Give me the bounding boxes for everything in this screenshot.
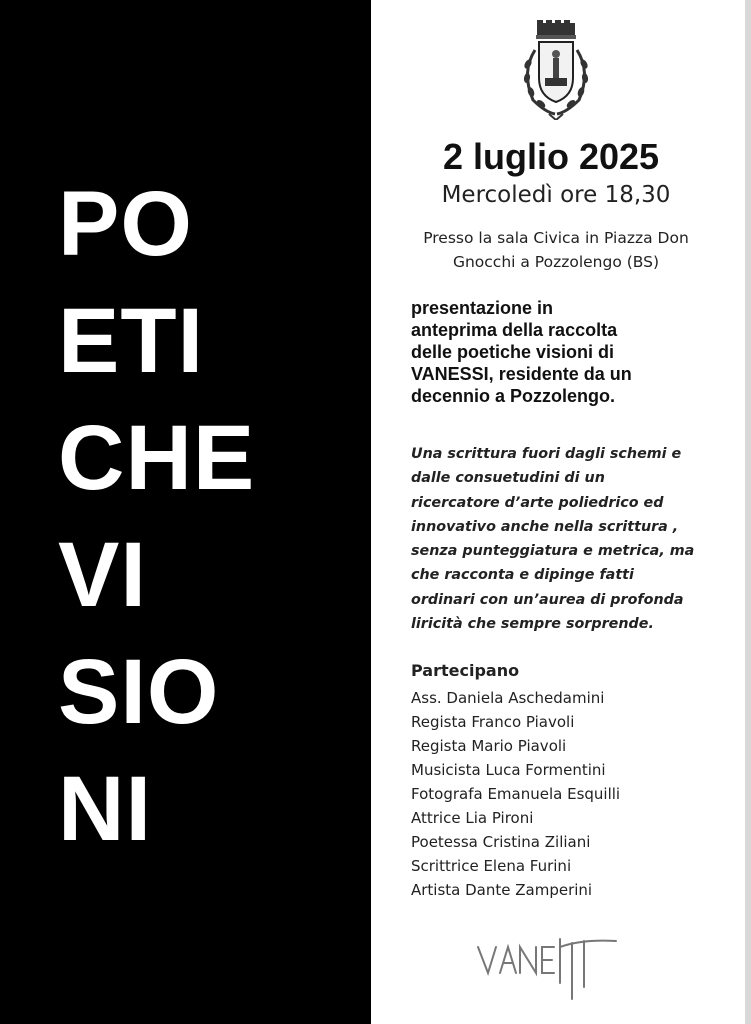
- description-line: innovativo anche nella scrittura ,: [411, 518, 679, 535]
- venue-line: Presso la sala Civica in Piazza Don: [423, 229, 689, 247]
- participant-item: Attrice Lia Pironi: [411, 809, 534, 827]
- presentation-text: [411, 297, 731, 407]
- event-date: 2 luglio 2025: [442, 136, 660, 177]
- artist-signature: [470, 925, 630, 1005]
- description-line: liricità che sempre sorprende.: [411, 616, 654, 633]
- presentation-line: VANESSI, residente da un: [411, 364, 632, 384]
- title-line: PO: [58, 173, 193, 275]
- presentation-line: anteprima della raccolta: [411, 320, 618, 340]
- description-line: Una scrittura fuori dagli schemi e: [411, 446, 682, 462]
- presentation-line: delle poetiche visioni di: [411, 342, 615, 362]
- participants-heading: Partecipano: [411, 661, 520, 680]
- participant-item: Poetessa Cristina Ziliani: [411, 833, 591, 851]
- participant-item: Artista Dante Zamperini: [411, 881, 593, 899]
- description-line: senza punteggiatura e metrica, ma: [411, 543, 695, 560]
- description-text: [411, 442, 731, 636]
- title-line: NI: [58, 758, 152, 860]
- participant-item: Musicista Luca Formentini: [411, 761, 606, 779]
- participant-item: Regista Mario Piavoli: [411, 737, 567, 755]
- venue-line: Gnocchi a Pozzolengo (BS): [452, 253, 660, 271]
- description-line: dalle consuetudini di un: [411, 470, 605, 487]
- description-line: che racconta e dipinge fatti: [411, 567, 634, 584]
- participant-item: Scrittrice Elena Furini: [411, 857, 572, 875]
- title-line: CHE: [58, 407, 256, 509]
- participants-list: [411, 686, 620, 902]
- title-panel: [0, 0, 371, 1024]
- title-line: VI: [58, 524, 147, 626]
- presentation-line: presentazione in: [411, 298, 554, 318]
- description-line: ricercatore d’arte poliedrico ed: [411, 494, 664, 511]
- participant-item: Fotografa Emanuela Esquilli: [411, 785, 621, 803]
- participant-item: Regista Franco Piavoli: [411, 713, 575, 731]
- event-venue: [371, 226, 741, 274]
- participant-item: Ass. Daniela Aschedamini: [411, 689, 605, 707]
- coat-of-arms-icon: [515, 20, 597, 120]
- presentation-line: decennio a Pozzolengo.: [411, 386, 616, 406]
- title-line: ETI: [58, 290, 205, 392]
- page-edge: [745, 0, 751, 1024]
- event-time: Mercoledì ore 18,30: [441, 182, 671, 208]
- title-line: SIO: [58, 641, 220, 743]
- description-line: ordinari con un’aurea di profonda: [411, 591, 684, 608]
